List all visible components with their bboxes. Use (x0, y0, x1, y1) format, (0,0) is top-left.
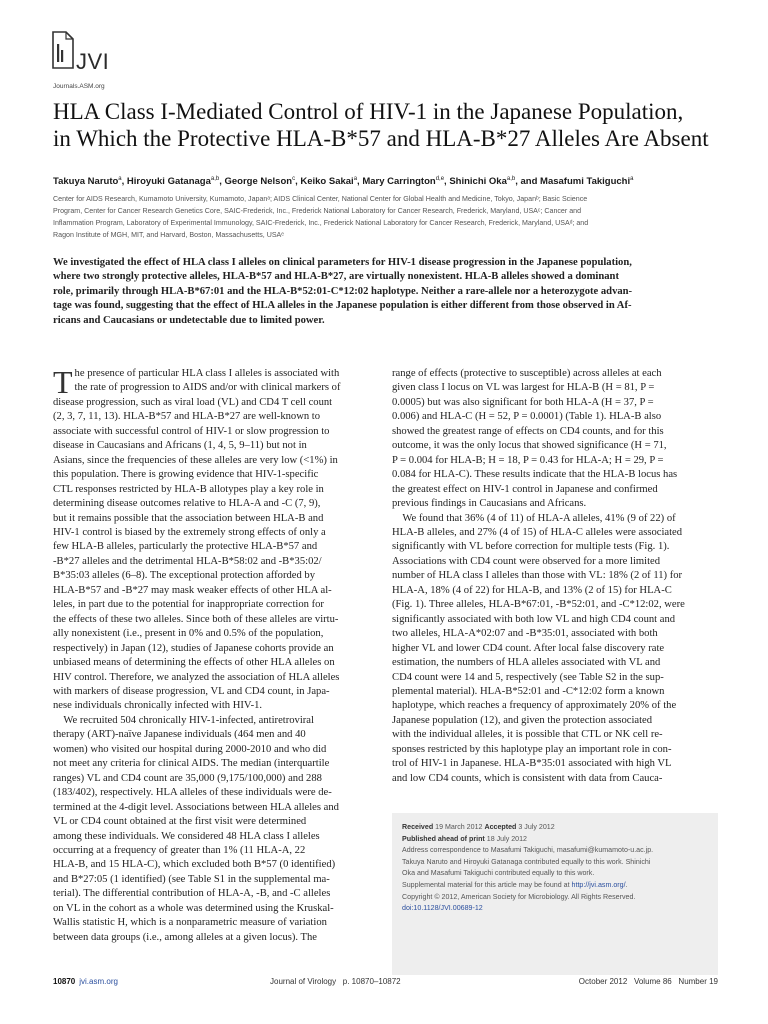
supplemental-note: Supplemental material for this article may be found at http://jvi.asm.org/. (402, 880, 628, 889)
logo-text: JVI (76, 49, 110, 74)
abstract (53, 256, 718, 328)
body-text-line: (183/402), respectively. HLA alleles of these individuals were de- (53, 787, 332, 799)
equal-contribution-line: Takuya Naruto and Hiroyuki Gatanaga contributed equally to this work. Shinichi (402, 857, 651, 866)
body-text-line: We recruited 504 chronically HIV-1-infected, antiretroviral (53, 714, 314, 726)
abstract-line: role, primarily through HLA-B*67:01 and the HLA-B*52:01-C*12:02 haplotype. Neither a rare-allele nor a heterozygote advan- (53, 285, 633, 297)
body-text-line: the rate of progression to AIDS and/or with clinical markers of (74, 382, 341, 394)
body-text-line: range of effects (protective to susceptible) across alleles at each (392, 368, 662, 379)
body-text-line: HLA-A, 18% (4 of 22) for HLA-B, and 13% (2 of 15) for HLA-C (392, 584, 672, 596)
author: Mary Carrington$^{d,e}$, (362, 176, 450, 188)
supplemental-link[interactable]: http://jvi.asm.org/ (571, 880, 626, 889)
correspondence: Address correspondence to Masafumi Takiguchi, masafumi@kumamoto-u.ac.jp. (402, 846, 654, 855)
author: Keiko Sakai$^a$, (300, 176, 363, 188)
body-text-line: and B*27:05 (1 identified) (see Table S1 in the supplemental ma- (53, 873, 330, 885)
footer-journal-info: Journal of Virology p. 10870–10872 (270, 977, 401, 986)
body-text-line: he presence of particular HLA class I alleles is associated with (74, 368, 340, 379)
abstract-line: ricans and Caucasians or undetectable due to limited power. (53, 314, 325, 326)
footer-issue-info: October 2012 Volume 86 Number 19 (578, 977, 718, 986)
body-text-line: significantly associated with both low VL and high CD4 count and (392, 613, 676, 625)
author: George Nelson$^c$, (224, 176, 301, 188)
body-text-line: this population. There is growing evidence that HIV-1-specific (53, 469, 319, 481)
body-text-line: HLA-B*57 and -B*27 may mask weaker effects of other HLA al- (53, 584, 332, 596)
author: Shinichi Oka$^{a,b}$, (449, 176, 521, 188)
body-text-line: among these individuals. We considered 48 HLA class I alleles (53, 830, 320, 842)
body-text-line: but it remains possible that the association between HLA-B and (53, 512, 324, 524)
body-text-line: respectively) in Japan (12), studies of Japanese cohorts provide an (53, 642, 334, 654)
body-text-line: ranges) VL and CD4 count are 35,000 (9,175/100,000) and 288 (53, 772, 322, 784)
author: Hiroyuki Gatanaga$^{a,b}$, (126, 176, 225, 188)
body-text-line: given class I locus on VL was largest for HLA-B (H = 81, P = (392, 382, 655, 394)
article-title (53, 98, 733, 152)
footer-left (53, 977, 118, 986)
body-text-line: not meet any criteria for clinical AIDS. The median (interquartile (53, 758, 330, 770)
abstract-line: tage was found, suggesting that the effect of HLA alleles in the Japanese population is either different from those observed in Af- (53, 300, 632, 312)
abstract-line: where two strongly protective alleles, HLA-B*57 and HLA-B*27, are virtually nonexistent. HLA-B alleles showed a dominant (53, 271, 619, 283)
body-text-line: between data groups (i.e., among alleles at a given locus). The (53, 931, 317, 943)
journal-site-link[interactable]: jvi.asm.org (79, 977, 118, 986)
body-text-line: CTL responses restricted by HLA-B allotypes play a key role in (53, 483, 324, 495)
body-text-line: plemental material). HLA-B*52:01 and -C*12:02 form a known (392, 685, 665, 697)
title-line: in Which the Protective HLA-B*57 and HLA-B*27 Alleles Are Absent (53, 126, 709, 151)
title-line: HLA Class I-Mediated Control of HIV-1 in the Japanese Population, (53, 99, 684, 124)
body-text-line: trol of HIV-1 in Japanese. HLA-B*35:01 associated with high VL (392, 758, 672, 770)
body-column-left (53, 364, 378, 945)
body-text-line: unbiased means of determining the effects of other HLA alleles on (53, 657, 335, 669)
body-column-right (392, 367, 717, 786)
abstract-line: We investigated the effect of HLA class I alleles on clinical parameters for HIV-1 disease progression in the Japanese population, (53, 257, 632, 268)
body-text-line: ally nonexistent (i.e., present in 0% and 0.5% of the population, (53, 628, 324, 640)
body-text-line: disease in Caucasians and Africans (1, 4, 5, 9–11) but not in (53, 440, 307, 452)
body-text-line: Japanese population (12), and given the protection associated (392, 714, 653, 726)
author: and Masafumi Takiguchi$^a$ (520, 176, 634, 188)
affiliation-line: Ragon Institute of MGH, MIT, and Harvard, Boston, Massachusetts, USAᵉ (53, 231, 284, 239)
body-text-line: sponses restricted by this haplotype play an important role in con- (392, 743, 672, 755)
affiliation-line: Program, Center for Cancer Research Genetics Core, SAIC-Frederick, Inc., Frederick National Laboratory for Cancer Research, Frederick, Maryland, USAᶜ; Cancer and (53, 207, 582, 215)
published-row: Published ahead of print 18 July 2012 (402, 834, 527, 843)
copyright: Copyright © 2012, American Society for Microbiology. All Rights Reserved. (402, 892, 636, 901)
body-text-line: disease progression, such as viral load (VL) and CD4 T cell count (53, 396, 333, 408)
body-text-line: few HLA-B alleles, particularly the protective HLA-B*57 and (53, 541, 318, 553)
body-text-line: estimation, the numbers of HLA alleles associated with VL and (392, 657, 661, 669)
body-text-line: HLA-B alleles, and 27% (4 of 15) of HLA-C alleles were associated (392, 526, 683, 538)
body-text-line: P = 0.004 for HLA-B; H = 18, P = 0.43 for HLA-A; H = 29, P = (392, 454, 664, 466)
body-text-line: 0.006) and HLA-C (H = 52, P = 0.0001) (Table 1). HLA-B also (392, 411, 662, 423)
doi-link[interactable]: doi:10.1128/JVI.00689-12 (402, 904, 483, 913)
article-info-box (392, 813, 718, 975)
body-text-line: HIV-1 control is biased by the extremely strong effects of only a (53, 526, 326, 538)
body-text-line: Asians, since the frequencies of these alleles are very low (<1%) in (53, 454, 338, 466)
body-text-line: 0.084 for HLA-C). These results indicate that the HLA-B locus has (392, 469, 678, 481)
received-accepted-row: Received 19 March 2012 Accepted 3 July 2012 (402, 823, 555, 831)
jvi-logo[interactable] (51, 30, 127, 92)
body-text-line: women) who visited our hospital during 2000-2010 and who did (53, 743, 327, 755)
body-text-line: Associations with CD4 count were observed for a more limited (392, 555, 661, 567)
body-text-line: Wallis statistic H, which is a nonparametric measure of variation (53, 917, 327, 929)
body-text-line: CD4 count were 14 and 5, respectively (see Table S2 in the sup- (392, 671, 664, 683)
body-text-line: We found that 36% (4 of 11) of HLA-A alleles, 41% (9 of 22) of (392, 512, 676, 524)
body-text-line: associate with successful control of HIV-1 or slow progression to (53, 425, 330, 437)
body-text-line: higher VL and lower CD4 count. After local false discovery rate (392, 642, 665, 654)
author: Takuya Naruto$^a$, (53, 176, 127, 188)
journal-document-icon (51, 30, 75, 70)
body-text-line: significantly with VL before correction for multiple tests (Fig. 1). (392, 541, 670, 553)
body-text-line: HIV control. Therefore, we analyzed the association of HLA alleles (53, 671, 340, 683)
body-text-line: terial). The differential contribution of HLA-A, -B, and -C alleles (53, 888, 331, 900)
body-text-line: the effects of these two alleles. Since both of these alleles are virtu- (53, 613, 339, 625)
body-text-line: (2, 3, 7, 11, 13). HLA-B*57 and HLA-B*27 are well-known to (53, 411, 321, 423)
body-text-line: therapy (ART)-naïve Japanese individuals (464 men and 40 (53, 729, 306, 741)
body-text-line: occurring at a frequency of greater than 1% (11 HLA-A, 22 (53, 844, 306, 856)
body-text-line: VL or CD4 count obtained at the first visit were determined (53, 816, 307, 828)
body-text-line: nese individuals chronically infected with HIV-1. (53, 700, 263, 712)
page-footer (53, 977, 718, 991)
equal-contribution-line: Oka and Masafumi Takiguchi contributed equally to this work. (402, 869, 595, 878)
body-text-line: haplotype, which reaches a frequency of approximately 20% of the (392, 700, 677, 712)
affiliations (53, 193, 713, 241)
affiliation-line: Inflammation Program, Laboratory of Experimental Immunology, SAIC-Frederick, Inc., Frederick National Laboratory for Cancer Research, Frederick, Maryland, USAᵈ; and (53, 219, 589, 227)
body-text-line: (Fig. 1). Three alleles, HLA-B*67:01, -B*52:01, and -C*12:02, were (392, 599, 685, 611)
drop-cap: T (53, 364, 73, 400)
body-text-line: leles, in part due to the potential for inappropriate correction for (53, 599, 324, 611)
body-text-line: and low CD4 counts, which is consistent with data from Cauca- (392, 772, 663, 784)
body-text-line: previous findings in Caucasians and Africans. (392, 498, 587, 510)
body-text-line: with the individual alleles, it is possible that CTL or NK cell re- (392, 729, 663, 741)
affiliation-line: Center for AIDS Research, Kumamoto University, Kumamoto, Japanᵃ; AIDS Clinical Center, National Center for Global Health and Medicine, Tokyo, Japanᵇ; Basic Science (53, 195, 588, 203)
body-text-line: B*35:03 alleles (6–8). The exceptional protection afforded by (53, 570, 316, 582)
author-list (53, 176, 733, 187)
body-text-line: 0.0005) but was also significant for both HLA-A (H = 37, P = (392, 396, 654, 408)
body-text-line: number of HLA class I alleles than those with VL: 18% (2 of 11) for (392, 570, 683, 582)
body-text-line: on VL in the cohort as a whole was determined using the Kruskal- (53, 902, 334, 914)
body-text-line: showed the greatest range of effects on CD4 counts, and for this (392, 425, 664, 437)
body-text-line: termined at the 4-digit level. Associations between HLA alleles and (53, 801, 339, 813)
body-text-line: the greatest effect on HIV-1 control in Japanese and confirmed (392, 483, 658, 495)
body-text-line: HLA-B, and 15 HLA-C), which excluded both B*57 (0 identified) (53, 859, 336, 871)
body-text-line: outcome, it was the only locus that showed significance (H = 71, (392, 440, 667, 452)
logo-url: Journals.ASM.org (53, 83, 105, 90)
body-text-line: determining disease outcomes relative to HLA-A and -C (7, 9), (53, 498, 321, 510)
body-text-line: two alleles, HLA-A*02:07 and -B*35:01, associated with both (392, 628, 658, 640)
body-text-line: -B*27 alleles and the detrimental HLA-B*58:02 and -B*35:02/ (53, 555, 322, 567)
body-text-line: with markers of disease progression, VL and CD4 count, in Japa- (53, 685, 330, 697)
page-number: 10870 (53, 977, 76, 986)
